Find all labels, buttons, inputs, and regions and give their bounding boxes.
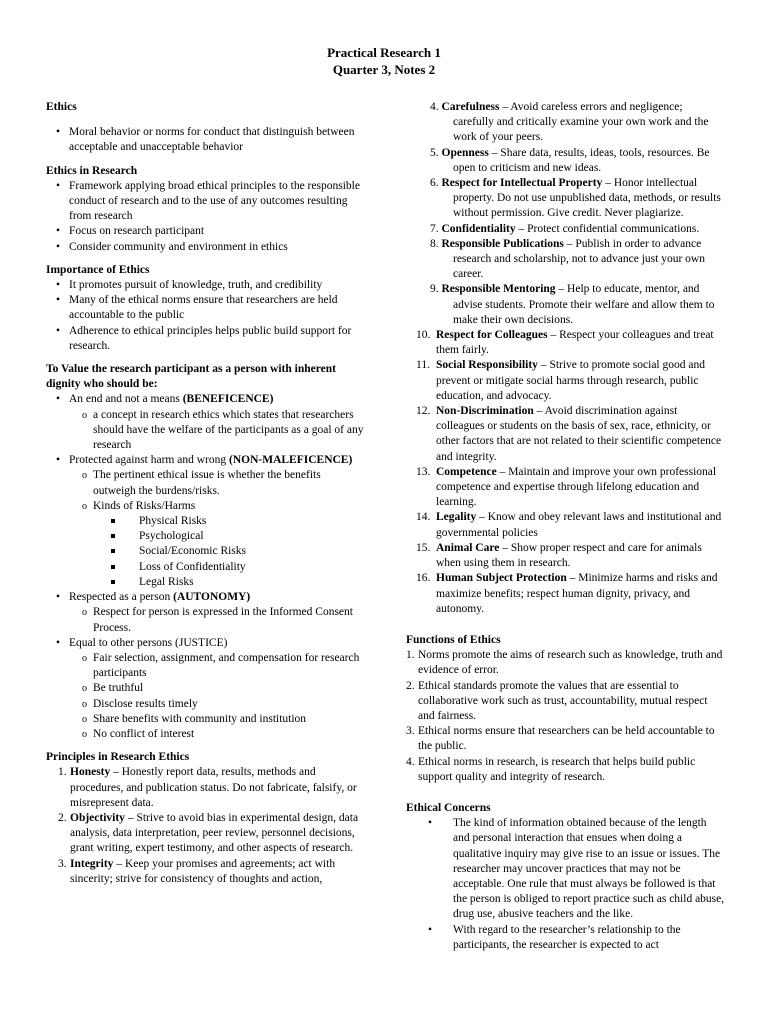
principle-item [406,176,726,222]
function-item [406,724,726,754]
item-number: 11. [416,359,430,372]
principle-desc: – Strive to promote social good and prevent or mitigate social harms through research, public education, and advocacy. [436,359,705,402]
item-term: (NON-MALEFICENCE) [229,454,353,467]
heading-functions: Functions of Ethics [406,633,501,646]
principles-list-continued [406,100,726,617]
principles-list [46,765,366,887]
principle-term: Non-Discrimination [436,405,534,418]
item-number: 4. [430,101,439,113]
principle-term: Openness [441,146,489,159]
principle-item [406,282,726,328]
heading-value-participant: To Value the research participant as a person with inherent dignity who should be: [46,363,336,391]
function-item [406,755,726,785]
risk-item: Loss of Confidentiality [46,560,366,575]
sublist-item: o Disclose results timely [46,697,366,712]
principle-item [406,222,726,237]
heading-importance: Importance of Ethics [46,263,150,276]
principle-item [406,465,726,511]
sublist-item: o Respect for person is expressed in the Informed Consent Process. [46,605,366,635]
item-number: 12. [416,405,431,418]
item-number: 14. [416,511,431,524]
principle-term: Competence [436,465,497,478]
sublist [46,468,366,590]
sublist-item: o No conflict of interest [46,727,366,742]
principle-item [46,811,366,857]
ethics-research-list [46,179,366,255]
sublist [46,651,366,742]
list-item: • Moral behavior or norms for conduct that distinguish between acceptable and unacceptable behavior [46,125,366,155]
item-number: 9. [430,283,439,296]
function-item [406,648,726,678]
principle-term: Social Responsibility [436,359,538,372]
principle-item [46,765,366,811]
function-text: Ethical standards promote the values that are essential to collaborative work such as trust, accountability, mutual respect and fairness. [418,679,708,722]
sublist [46,605,366,635]
sublist-item: o a concept in research ethics which states that researchers should have the welfare of the participants as a goal of any research [46,408,366,454]
concerns-list [406,816,726,953]
principle-term: Legality [436,511,477,524]
item-number: 15. [416,541,431,554]
heading-ethical-concerns: Ethical Concerns [406,801,491,814]
risks-list [46,514,366,590]
principle-desc: – Show proper respect and care for animals when using them in research. [436,541,702,570]
sublist [46,408,366,454]
principle-item [46,857,366,887]
item-number: 6. [430,177,439,190]
function-text: Norms promote the aims of research such as knowledge, truth and evidence of error. [418,649,723,677]
principle-term: Respect for Colleagues [436,329,548,342]
item-number: 2. [58,811,67,824]
item-text: An end and not a means [69,393,183,406]
concern-item: • With regard to the researcher’s relationship to the participants, the researcher is expected to act [406,923,726,953]
principle-desc: – Strive to avoid bias in experimental design, data analysis, data interpretation, peer review, personnel decisions, grant writing, expert testimony, and other aspects of research. [70,811,359,855]
left-column [46,100,366,887]
item-number: 2. [406,679,415,692]
risk-item: Psychological [46,529,366,544]
item-number: 13. [416,465,431,478]
importance-list [46,278,366,354]
principle-desc: – Know and obey relevant laws and institutional and governmental policies [436,511,722,539]
principle-desc: – Respect your colleagues and treat them fairly. [436,329,714,357]
item-number: 1. [58,766,67,779]
concern-item: • The kind of information obtained because of the length and personal interaction that ensues when doing a qualitative inquiry may give rise to an issue or issues. The researcher may uncover practices that may not be acceptable. One rule that must always be followed is that the person is obliged to report practice such as child abuse, drug use, abusive teachers and the like. [406,816,726,922]
list-item: • Many of the ethical norms ensure that researchers are held accountable to the public [46,293,366,323]
principle-item [406,510,726,540]
sublist-item: o Fair selection, assignment, and compensation for research participants [46,651,366,681]
item-number: 1. [406,649,415,662]
ethics-list [46,125,366,155]
function-item [406,679,726,725]
title-line-2: Quarter 3, Notes 2 [332,62,436,77]
principle-item [406,328,726,358]
principle-term: Animal Care [436,541,500,554]
sublist-item: o The pertinent ethical issue is whether the benefits outweigh the burdens/risks. [46,468,366,498]
risk-item: Physical Risks [46,514,366,529]
item-number: 16. [416,572,431,585]
principle-item [406,358,726,404]
heading-principles: Principles in Research Ethics [46,751,190,764]
right-column [406,100,726,953]
list-item [46,392,366,453]
item-number: 10. [416,329,431,342]
principle-desc: – Honor intellectual property. Do not use unpublished data, methods, or results without permission. Give credit. Never plagiarize. [453,177,721,220]
principle-item [406,571,726,617]
list-item [46,636,366,742]
principle-term: Integrity [70,857,114,870]
principle-desc: – Help to educate, mentor, and advise students. Promote their welfare and allow them to make their own decisions. [453,283,715,326]
principle-term: Carefulness [441,101,500,113]
principle-desc: – Share data, results, ideas, tools, resources. Be open to criticism and new ideas. [453,146,710,174]
sublist-item: o Be truthful [46,681,366,696]
item-text: Respected as a person [69,591,174,604]
document-title [0,44,768,78]
principle-item [406,541,726,571]
principle-item [406,237,726,283]
item-text: Protected against harm and wrong [69,454,229,467]
item-text: Equal to other persons (JUSTICE) [69,636,228,649]
function-text: Ethical norms ensure that researchers can be held accountable to the public. [418,725,715,753]
sublist-item-text: Kinds of Risks/Harms [93,499,196,512]
principle-term: Honesty [70,766,111,779]
principle-term: Responsible Publications [441,237,564,250]
principle-term: Objectivity [70,811,125,824]
principle-item [406,100,726,146]
item-number: 3. [58,857,67,870]
principle-desc: – Avoid discrimination against colleagues or students on the basis of sex, race, ethnicity, or other factors that are not related to their scientific competence and integrity. [436,405,722,463]
principle-item [406,404,726,465]
principle-desc: – Maintain and improve your own professional competence and expertise through lifelong education and learning. [436,465,717,509]
principle-term: Responsible Mentoring [441,283,556,296]
list-item: • Adherence to ethical principles helps public build support for research. [46,324,366,354]
principle-desc: – Honestly report data, results, methods and procedures, and publication status. Do not fabricate, falsify, or misrepresent data. [70,766,357,809]
principle-term: Human Subject Protection [436,572,567,585]
functions-list [406,648,726,785]
list-item: • Focus on research participant [46,224,366,239]
principle-desc: – Avoid careless errors and negligence; carefully and critically examine your own work and the work of your peers. [453,101,709,144]
list-item: • Consider community and environment in ethics [46,240,366,255]
principle-term: Confidentiality [441,222,516,235]
item-number: 4. [406,755,415,768]
item-term: (BENEFICENCE) [182,393,274,406]
function-text: Ethical norms in research, is research that helps build public support quality and integrity of research. [418,755,696,783]
list-item: • Framework applying broad ethical principles to the responsible conduct of research and to the use of any outcomes resulting from research [46,179,366,225]
sublist-item: o Share benefits with community and institution [46,712,366,727]
list-item [46,590,366,636]
risk-item: Legal Risks [46,575,366,590]
principle-desc: – Minimize harms and risks and maximize benefits; respect human dignity, privacy, and autonomy. [436,572,718,615]
title-line-1: Practical Research 1 [327,45,441,60]
risk-item: Social/Economic Risks [46,544,366,559]
heading-ethics-in-research: Ethics in Research [46,164,138,177]
principle-desc: – Keep your promises and agreements; act with sincerity; strive for consistency of thoughts and action, [70,857,336,885]
principle-desc: – Publish in order to advance research and scholarship, not to advance just your own career. [453,237,705,281]
heading-ethics: Ethics [46,101,77,113]
list-item [46,453,366,590]
principle-item [406,146,726,176]
item-number: 7. [430,222,439,235]
item-number: 3. [406,725,415,738]
principle-term: Respect for Intellectual Property [441,177,603,190]
value-list [46,392,366,742]
sublist-item [46,499,366,590]
list-item: • It promotes pursuit of knowledge, truth, and credibility [46,278,366,293]
item-term: (AUTONOMY) [173,591,251,604]
item-number: 8. [430,237,439,250]
principle-desc: – Protect confidential communications. [515,222,700,235]
item-number: 5. [430,146,439,159]
